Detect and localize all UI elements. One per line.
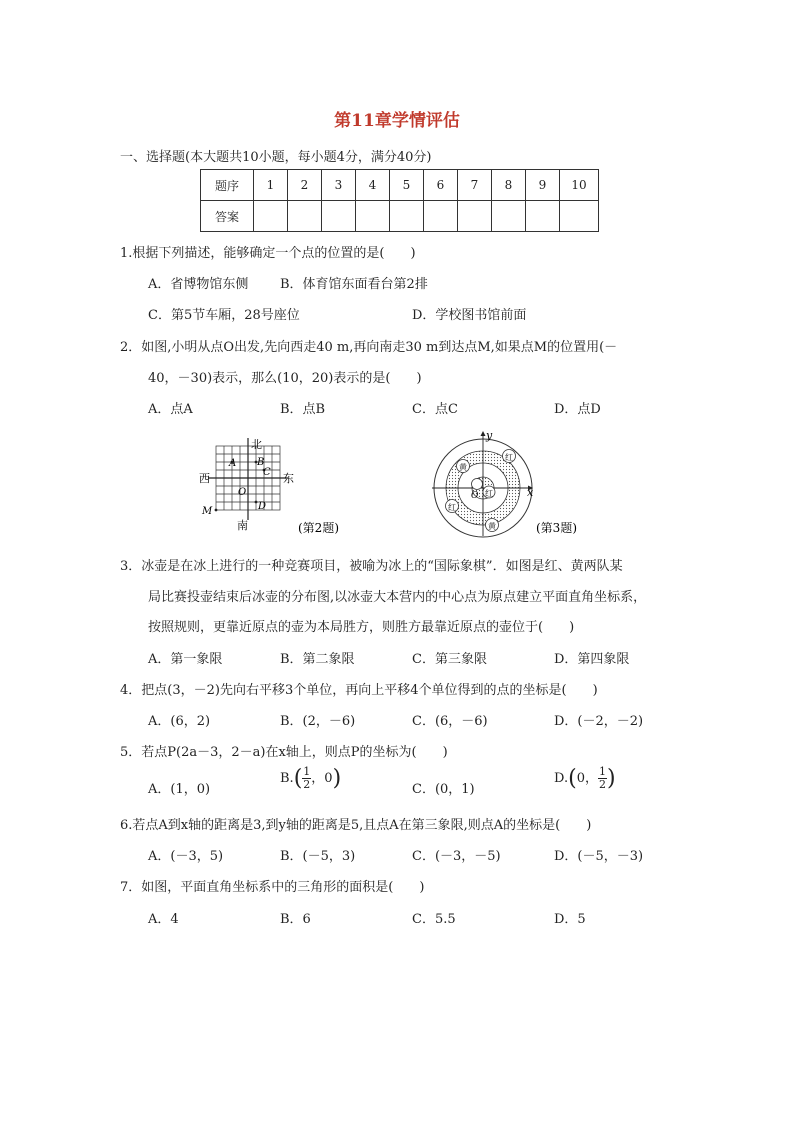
q7-option-b[interactable]: B．6 [280,912,311,927]
stone-red-label: 红 [505,453,513,462]
question-7-stem: 7．如图，平面直角坐标系中的三角形的面积是( ) [120,880,425,895]
q5-option-c[interactable]: C．(0，1) [412,782,475,797]
table-cell: 9 [526,170,560,201]
point-b-label: B [257,457,265,468]
figure-3-curling-house [430,426,600,542]
page-title: 第11章学情评估 [334,111,460,131]
west-label: 西 [199,472,210,485]
stone-yellow-label: 黄 [459,463,467,472]
question-4-stem: 4．把点(3，－2)先向右平移3个单位，再向上平移4个单位得到的点的坐标是( ) [120,683,598,698]
q1-option-c[interactable]: C．第5节车厢，28号座位 [148,308,300,323]
q5-option-a[interactable]: A．(1，0) [148,782,211,797]
q1-option-b[interactable]: B．体育馆东面看台第2排 [280,277,428,292]
q6-option-c[interactable]: C．(－3，－5) [412,849,501,864]
table-cell: 2 [288,170,322,201]
q4-option-d[interactable]: D．(－2，－2) [554,714,644,729]
section-heading: 一、选择题(本大题共10小题，每小题4分，满分40分) [120,150,432,165]
stone-yellow-label: 黄 [488,522,496,531]
q4-option-c[interactable]: C．(6，－6) [412,714,488,729]
question-1-stem: 1.根据下列描述，能够确定一个点的位置的是( ) [120,246,416,261]
table-cell: 5 [390,170,424,201]
right-paren: ) [606,766,616,791]
fraction-denominator: 2 [303,778,311,791]
figure-3-caption: (第3题) [536,521,577,535]
table-cell: 10 [560,170,599,201]
q2-option-a[interactable]: A．点A [148,402,193,417]
q1-option-d[interactable]: D．学校图书馆前面 [412,308,527,323]
answer-cell[interactable] [526,201,560,232]
option-letter: D. [554,771,569,786]
answer-cell[interactable] [288,201,322,232]
point-a-label: A [229,458,237,469]
q5-option-b[interactable] [280,766,341,791]
q3-option-b[interactable]: B．第二象限 [280,652,355,667]
q5-option-d[interactable] [554,766,616,791]
fraction-denominator: 2 [598,778,606,791]
coordinate-rest: ，0 [311,771,333,786]
question-3-stem-line-3: 按照规则，更靠近原点的壶为本局胜方，则胜方最靠近原点的壶位于( ) [148,620,575,635]
q4-option-a[interactable]: A．(6，2) [148,714,211,729]
table-cell: 4 [356,170,390,201]
point-m [215,509,218,512]
origin-label: O [471,491,479,501]
answer-cell[interactable] [390,201,424,232]
south-label: 南 [237,519,248,532]
answer-cell[interactable] [492,201,526,232]
table-cell: 答案 [201,201,254,232]
table-cell: 6 [424,170,458,201]
q7-option-a[interactable]: A．4 [148,912,179,927]
q6-option-b[interactable]: B．(－5，3) [280,849,356,864]
question-6-stem: 6.若点A到x轴的距离是3,到y轴的距离是5,且点A在第三象限,则点A的坐标是( ) [120,818,592,833]
stone-red-label: 红 [485,489,493,498]
answer-cell[interactable] [560,201,599,232]
table-cell: 1 [254,170,288,201]
q6-option-d[interactable]: D．(－5，－3) [554,849,644,864]
coordinate-first: 0， [576,771,598,786]
point-d-label: D [258,501,267,512]
point-c-label: C [263,467,271,478]
y-axis-arrow [481,431,486,436]
stone-red-label: 红 [448,503,456,512]
x-axis-label: x [527,486,534,499]
figure-2-grid-map [196,434,361,540]
answer-cell[interactable] [458,201,492,232]
q2-option-d[interactable]: D．点D [554,402,601,417]
fraction-numerator: 1 [303,765,311,778]
question-5-stem: 5．若点P(2a－3，2－a)在x轴上，则点P的坐标为( ) [120,745,448,760]
left-paren: ( [293,766,303,791]
figure-2-caption: (第2题) [298,521,339,535]
left-paren: ( [568,766,577,791]
q3-option-c[interactable]: C．第三象限 [412,652,487,667]
question-3-stem-line-1: 3．冰壶是在冰上进行的一种竞赛项目，被喻为冰上的“国际象棋”．如图是红、黄两队某 [120,559,623,574]
q3-option-d[interactable]: D．第四象限 [554,652,630,667]
east-label: 东 [283,472,294,485]
right-paren: ) [332,766,342,791]
q2-option-b[interactable]: B．点B [280,402,326,417]
stone [472,479,483,490]
question-3-stem-line-2: 局比赛投壶结束后冰壶的分布图,以冰壶大本营内的中心点为原点建立平面直角坐标系， [148,590,647,605]
q7-option-d[interactable]: D．5 [554,912,586,927]
table-cell: 题序 [201,170,254,201]
answer-cell[interactable] [356,201,390,232]
point-m-label: M [202,506,213,517]
answer-table [200,169,599,232]
answer-cell[interactable] [322,201,356,232]
table-row [201,201,599,232]
q4-option-b[interactable]: B．(2，－6) [280,714,356,729]
fraction-numerator: 1 [598,765,606,778]
question-2-stem-line-1: 2．如图,小明从点O出发,先向西走40 m,再向南走30 m到达点M,如果点M的位置用(－ [120,340,618,355]
y-axis-label: y [486,429,493,442]
table-row [201,170,599,201]
question-2-stem-line-2: 40，－30)表示，那么(10，20)表示的是( ) [148,371,422,386]
fraction [598,766,607,791]
q3-option-a[interactable]: A．第一象限 [148,652,223,667]
fraction [302,766,311,791]
table-cell: 3 [322,170,356,201]
option-letter: B. [280,771,294,786]
q7-option-c[interactable]: C．5.5 [412,912,456,927]
q6-option-a[interactable]: A．(－3，5) [148,849,224,864]
q2-option-c[interactable]: C．点C [412,402,458,417]
point-d [255,501,258,504]
table-cell: 7 [458,170,492,201]
answer-cell[interactable] [424,201,458,232]
north-label: 北 [251,438,262,451]
origin-label: O [238,487,247,498]
answer-cell[interactable] [254,201,288,232]
q1-option-a[interactable]: A．省博物馆东侧 [148,277,249,292]
table-cell: 8 [492,170,526,201]
